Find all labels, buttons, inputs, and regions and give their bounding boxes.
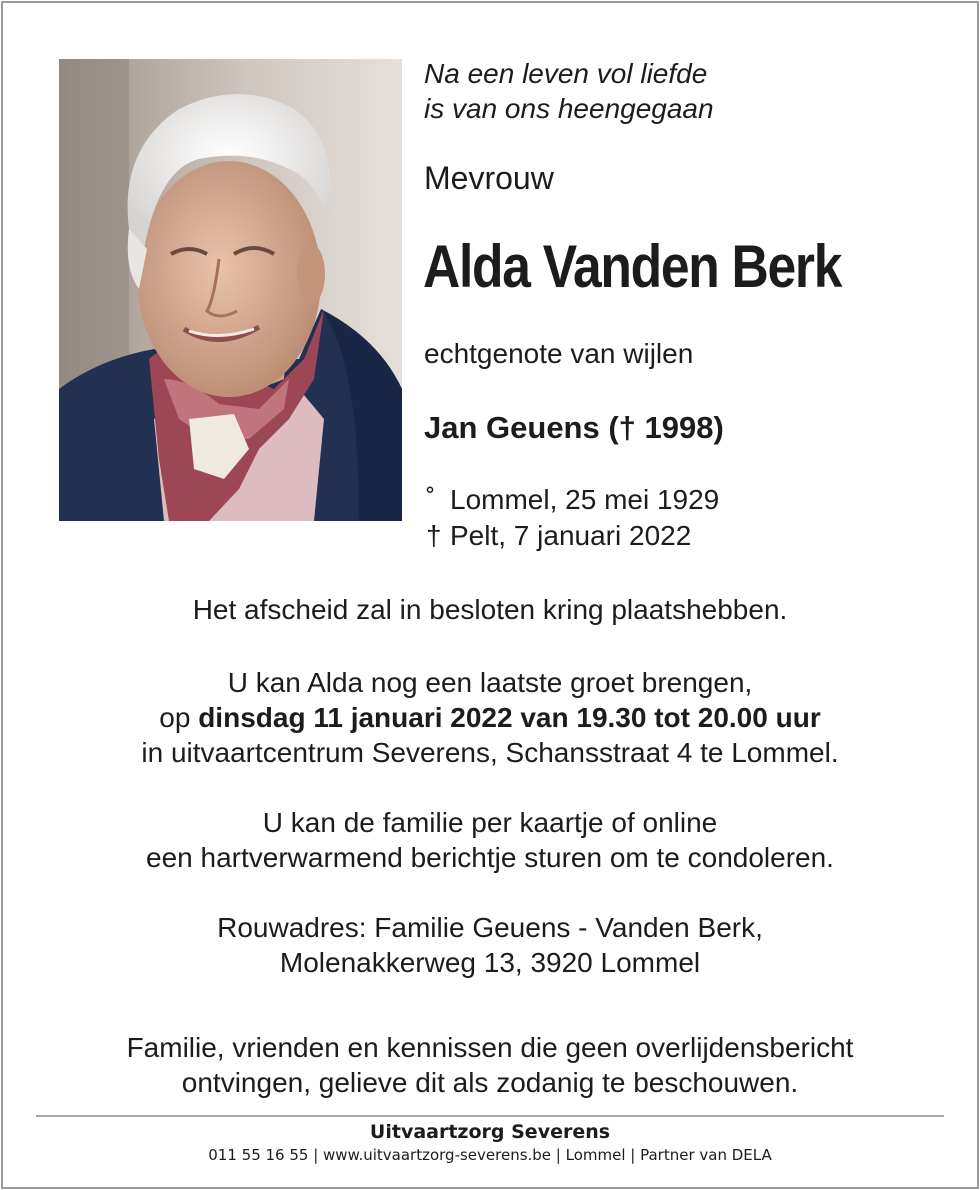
death-line [426,518,719,554]
birth-symbol: ˚ [426,484,436,515]
deceased-name: Alda Vanden Berk [423,233,842,300]
mourning-address [0,910,980,980]
intro-line-2: is van ons heengegaan [424,93,714,124]
intro-line-1: Na een leven vol liefde [424,58,708,89]
notice-line-2: ontvingen, gelieve dit als zodanig te beschouwen. [181,1067,799,1098]
life-dates [426,482,719,554]
portrait-photo [59,59,402,521]
visit-line-3: in uitvaartcentrum Severens, Schansstraat 4 te Lommel. [141,737,839,768]
address-line-2: Molenakkerweg 13, 3920 Lommel [279,947,701,978]
funeral-company-name: Uitvaartzorg Severens [369,1121,611,1143]
condolence-line-1: U kan de familie per kaartje of online [262,807,718,838]
address-line-1: Rouwadres: Familie Geuens - Vanden Berk, [217,912,763,943]
cross-icon: † [426,520,442,551]
visit-prefix: op [159,702,199,733]
visitation-block [0,665,980,770]
birth-text: Lommel, 25 mei 1929 [450,484,720,515]
death-text: Pelt, 7 januari 2022 [450,520,692,551]
visit-line-2 [0,700,980,735]
funeral-company-info: 011 55 16 55 | www.uitvaartzorg-severens.be | Lommel | Partner van DELA [208,1146,772,1164]
farewell-text: Het afscheid zal in besloten kring plaatshebben. [192,594,788,625]
footer-divider [36,1115,944,1117]
visit-datetime: dinsdag 11 januari 2022 van 19.30 tot 20.00 uur [198,702,821,733]
honorific: Mevrouw [424,160,554,196]
spouse-name: Jan Geuens († 1998) [424,410,724,445]
birth-line [426,482,719,518]
notice-line-1: Familie, vrienden en kennissen die geen overlijdensbericht [126,1032,854,1063]
condolence-block [0,805,980,875]
condolence-line-2: een hartverwarmend berichtje sturen om te condoleren. [146,842,834,873]
intro-text [424,56,714,126]
notice-block [0,1030,980,1100]
relation-text: echtgenote van wijlen [424,338,694,369]
visit-line-1: U kan Alda nog een laatste groet brengen, [227,667,753,698]
